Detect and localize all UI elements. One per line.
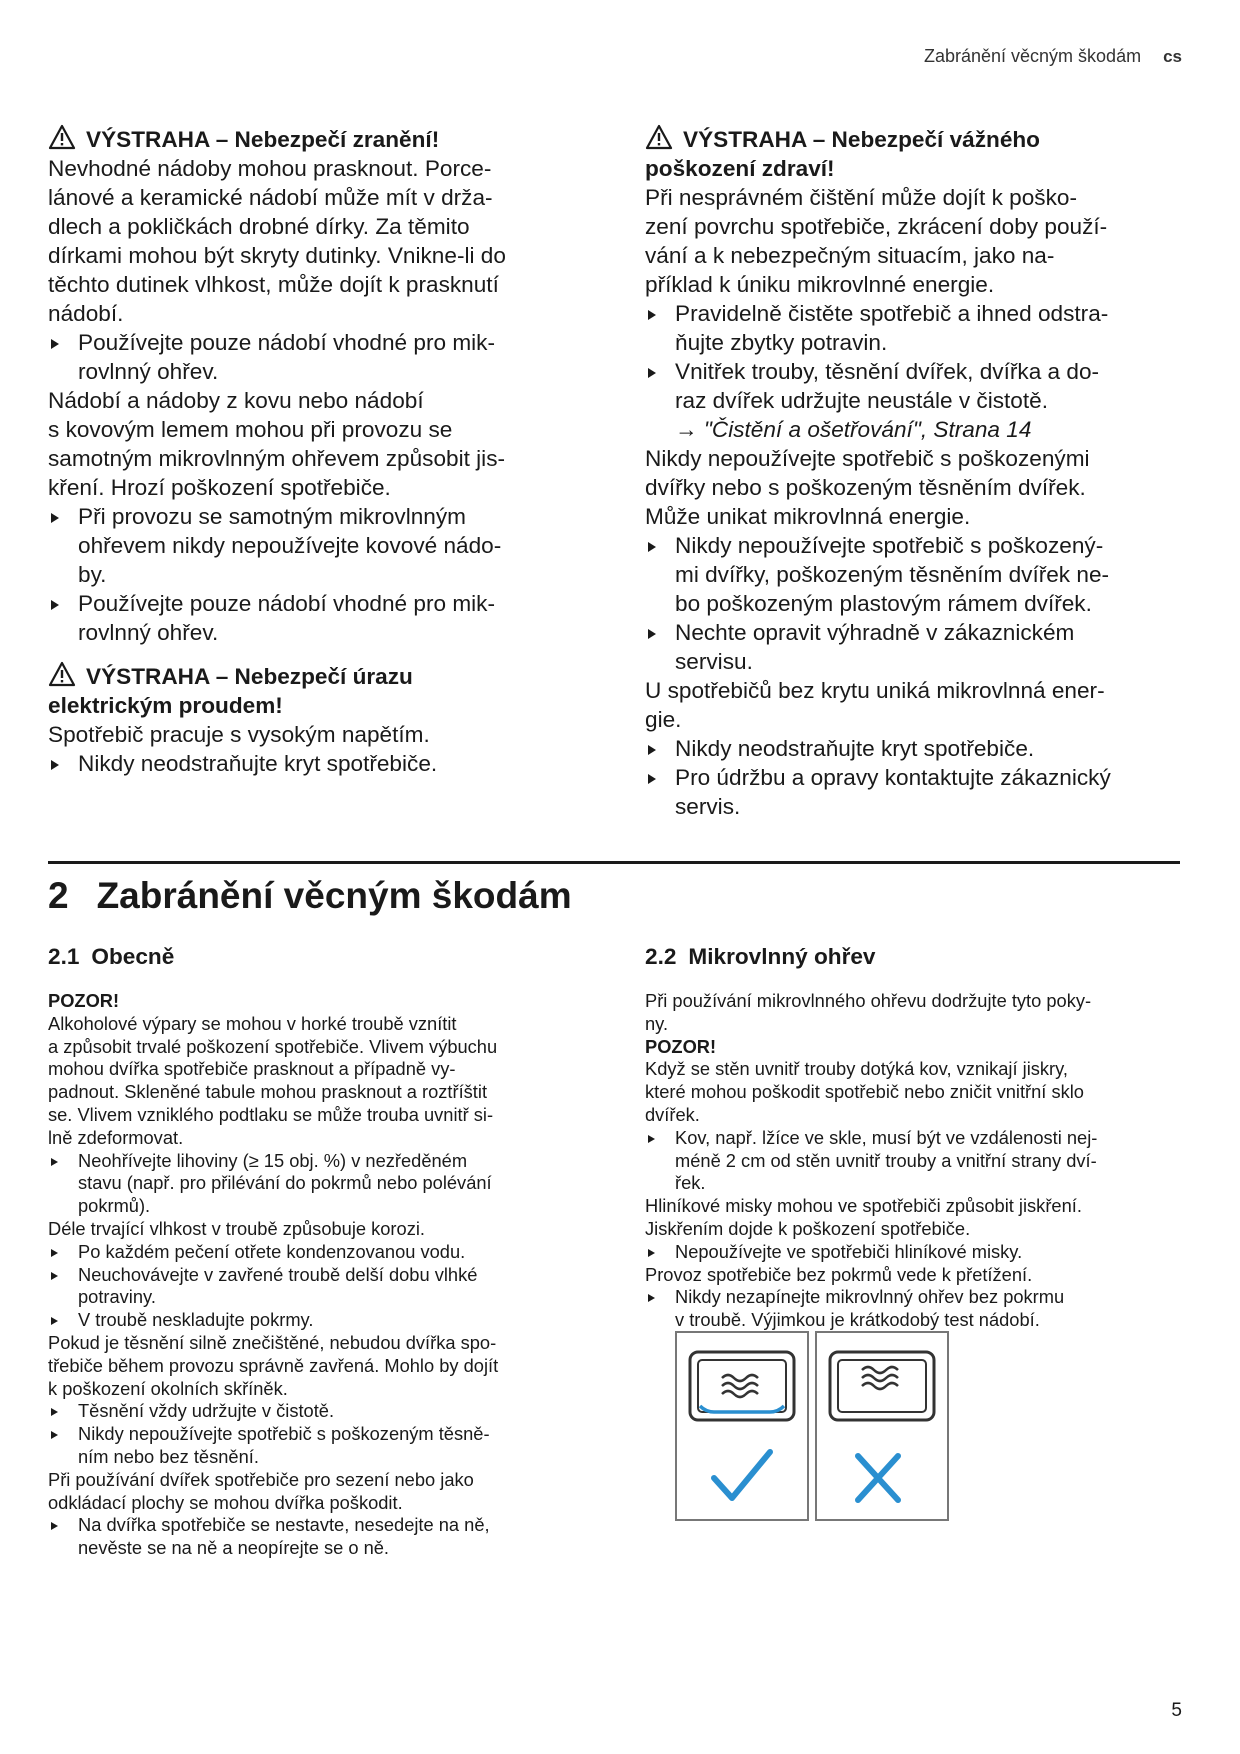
bullet-item [48,1309,593,1332]
text-line: Nechte opravit výhradně v zákaznickém [675,620,1075,645]
paragraph [48,1469,593,1515]
text-line: Nikdy nepoužívejte spotřebič s poškozeným těsně- [78,1423,490,1445]
text-line: elektrickým proudem! [48,693,283,718]
text-line: Nepoužívejte ve spotřebiči hliníkové misky. [675,1240,1023,1262]
text-line: dvířek. [645,1103,700,1125]
text-line: Po každém pečení otřete kondenzovanou vodu. [78,1240,466,1262]
subsection-number: 2.1 [48,944,80,969]
text-line: POZOR! [48,990,120,1011]
notice-label [48,990,593,1013]
text-line: v troubě. Výjimkou je krátkodobý test nádobí. [675,1309,1040,1331]
paragraph [48,1013,593,1150]
text-line: Používejte pouze nádobí vhodné pro mik- [78,330,495,355]
text-line: Při nesprávném čištění může dojít k poško- [645,185,1077,210]
warning-triangle-icon [48,124,78,150]
paragraph [48,154,593,328]
warning-title [48,661,593,720]
microwave-pan-illustration [674,1330,950,1522]
paragraph [645,1264,1190,1287]
text-line: řek. [675,1172,706,1194]
text-line: zení povrchu spotřebiče, zkrácení doby použí- [645,214,1108,239]
text-line: Déle trvající vlhkost v troubě způsobuje korozi. [48,1217,425,1239]
warning-block [48,124,593,647]
warning-block [48,661,593,778]
text-line: bo poškozeným plastovým rámem dvířek. [675,591,1092,616]
bullet-item [645,734,1190,763]
language-code: cs [1163,47,1182,66]
text-line: servisu. [675,649,753,674]
text-line: Pravidelně čistěte spotřebič a ihned odstra- [675,301,1109,326]
text-line: ním nebo bez těsnění. [78,1445,259,1467]
section-title-text: Zabránění věcným škodám [96,875,572,916]
text-line: Neuchovávejte v zavřené troubě delší dobu vlhké [78,1263,478,1285]
text-line: Spotřebič pracuje s vysokým napětím. [48,722,430,747]
warning-triangle-icon [645,124,675,150]
bullet-item [645,1127,1190,1195]
text-line: příklad k úniku mikrovlnné energie. [645,272,995,297]
section-number: 2 [48,875,69,916]
text-line: Nikdy neodstraňujte kryt spotřebiče. [78,751,438,776]
paragraph [48,720,593,749]
text-line: padnout. Skleněné tabule mohou prasknout a roztříštit [48,1081,488,1103]
warning-block [645,124,1190,821]
text-line: mohou dvířka spotřebiče prasknout a případně vy- [48,1058,456,1080]
text-line: nevěste se na ně a neopírejte se o ně. [78,1537,390,1559]
bullet-item [645,357,1190,415]
text-line: by. [78,562,107,587]
bullet-item [48,749,593,778]
text-line: třebiče během provozu správně zavřená. Mohlo by dojít [48,1354,499,1376]
text-line: vání a k nebezpečným situacím, jako na- [645,243,1055,268]
text-line: Pokud je těsnění silně znečištěné, nebudou dvířka spo- [48,1331,497,1353]
text-line: Nikdy nepoužívejte spotřebič s poškozený- [675,533,1104,558]
text-line: Když se stěn uvnitř trouby dotýká kov, vznikají jiskry, [645,1058,1068,1080]
text-line: potraviny. [78,1286,156,1308]
paragraph [48,386,593,502]
text-line: méně 2 cm od stěn uvnitř trouby a vnitřní strany dví- [675,1149,1097,1171]
notice-label [645,1036,1190,1059]
subsection-number: 2.2 [645,944,677,969]
text-line: Neohřívejte lihoviny (≥ 15 obj. %) v nezředěném [78,1149,468,1171]
bullet-item [645,1286,1190,1332]
subsection-general [48,942,593,1560]
text-line: Jiskřením dojde k poškození spotřebiče. [645,1217,971,1239]
bullet-item [645,1241,1190,1264]
text-line: gie. [645,707,682,732]
text-line: Nikdy neodstraňujte kryt spotřebiče. [675,736,1035,761]
bullet-item [48,502,593,589]
paragraph [645,1195,1190,1241]
paragraph [645,183,1190,299]
subsection-heading [645,942,1190,972]
paragraph [48,1332,593,1400]
cross-reference [645,415,1190,444]
subsection-microwave [645,942,1190,1332]
subsection-heading [48,942,593,972]
bullet-item [645,618,1190,676]
text-line: Používejte pouze nádobí vhodné pro mik- [78,591,495,616]
header-section-title: Zabránění věcným škodám [923,46,1142,66]
text-line: rovlnný ohřev. [78,359,219,384]
text-line: nádobí. [48,301,124,326]
paragraph [645,990,1190,1036]
bullet-item [48,1514,593,1560]
text-line: ňujte zbytky potravin. [675,330,888,355]
bullet-item [48,1423,593,1469]
text-line: pokrmů). [78,1195,151,1217]
warnings-right-column [645,124,1190,821]
warning-title [645,124,1190,183]
bullet-item [48,1400,593,1423]
text-line: lně zdeformovat. [48,1126,184,1148]
text-line: Alkoholové výpary se mohou v horké troubě vznítit [48,1012,457,1034]
text-line: Kov, např. lžíce ve skle, musí být ve vzdálenosti nej- [675,1126,1098,1148]
text-line: Provoz spotřebiče bez pokrmů vede k přetížení. [645,1263,1033,1285]
bullet-item [48,328,593,386]
text-line: ny. [645,1012,669,1034]
text-line: VÝSTRAHA – Nebezpečí vážného [683,127,1040,152]
bullet-item [48,1150,593,1218]
text-line: a způsobit trvalé poškození spotřebiče. Vlivem výbuchu [48,1035,498,1057]
text-line: ohřevem nikdy nepoužívejte kovové nádo- [78,533,502,558]
bullet-item [48,589,593,647]
paragraph [645,1058,1190,1126]
section-divider [48,861,1180,864]
text-line: dvířky nebo s poškozeným těsněním dvířek. [645,475,1086,500]
text-line: POZOR! [645,1035,717,1057]
text-line: k poškození okolních skříněk. [48,1377,288,1399]
text-line: stavu (např. pro přilévání do pokrmů nebo polévání [78,1172,492,1194]
text-line: které mohou poškodit spotřebič nebo zničit vnitřní sklo [645,1081,1084,1103]
text-line: dlech a pokličkách drobné dírky. Za těmito [48,214,470,239]
text-line: raz dvířek udržujte neustále v čistotě. [675,388,1048,413]
text-line: kření. Hrozí poškození spotřebiče. [48,475,391,500]
text-line: Nikdy nezapínejte mikrovlnný ohřev bez pokrmu [675,1286,1065,1308]
running-header [924,46,1182,67]
bullet-item [645,763,1190,821]
text-line: Pro údržbu a opravy kontaktujte zákaznický [675,765,1111,790]
text-line: lánové a keramické nádobí může mít v drža- [48,185,493,210]
section-heading [48,872,572,920]
text-line: → "Čistění a ošetřování", Strana 14 [675,417,1032,442]
bullet-item [645,531,1190,618]
paragraph [645,676,1190,734]
text-line: servis. [675,794,741,819]
text-line: V troubě neskladujte pokrmy. [78,1309,314,1331]
text-line: s kovovým lemem mohou při provozu se [48,417,453,442]
text-line: těchto dutinek vlhkost, může dojít k prasknutí [48,272,499,297]
text-line: odkládací plochy se mohou dvířka poškodit. [48,1491,403,1513]
text-line: Hliníkové misky mohou ve spotřebiči způsobit jiskření. [645,1195,1082,1217]
text-line: Může unikat mikrovlnná energie. [645,504,971,529]
text-line: Na dvířka spotřebiče se nestavte, nesedejte na ně, [78,1514,490,1536]
text-line: Při používání dvířek spotřebiče pro sezení nebo jako [48,1468,474,1490]
text-line: VÝSTRAHA – Nebezpečí zranění! [86,127,440,152]
text-line: samotným mikrovlnným ohřevem způsobit jis- [48,446,506,471]
text-line: Nádobí a nádoby z kovu nebo nádobí [48,388,424,413]
text-line: U spotřebičů bez krytu uniká mikrovlnná ener- [645,678,1105,703]
text-line: VÝSTRAHA – Nebezpečí úrazu [86,664,413,689]
subsection-title: Mikrovlnný ohřev [688,944,876,969]
bullet-item [645,299,1190,357]
text-line: Nevhodné nádoby mohou prasknout. Porce- [48,156,492,181]
text-line: se. Vlivem vzniklého podtlaku se může trouba uvnitř si- [48,1103,494,1125]
subsection-body [48,990,593,1560]
warnings-left-column [48,124,593,778]
paragraph [48,1218,593,1241]
bullet-item [48,1241,593,1264]
page-number: 5 [1171,1700,1182,1721]
text-line: mi dvířky, poškozeným těsněním dvířek ne- [675,562,1110,587]
text-line: Při provozu se samotným mikrovlnným [78,504,466,529]
text-line: poškození zdraví! [645,156,835,181]
subsection-title: Obecně [91,944,175,969]
warning-title [48,124,593,154]
text-line: rovlnný ohřev. [78,620,219,645]
paragraph [645,444,1190,531]
text-line: dírkami mohou být skryty dutinky. Vnikne-li do [48,243,506,268]
text-line: Nikdy nepoužívejte spotřebič s poškozenými [645,446,1090,471]
text-line: Vnitřek trouby, těsnění dvířek, dvířka a do- [675,359,1100,384]
text-line: Těsnění vždy udržujte v čistotě. [78,1400,335,1422]
text-line: Při používání mikrovlnného ohřevu dodržujte tyto poky- [645,990,1092,1011]
subsection-body [645,990,1190,1332]
warning-triangle-icon [48,661,78,687]
bullet-item [48,1264,593,1310]
